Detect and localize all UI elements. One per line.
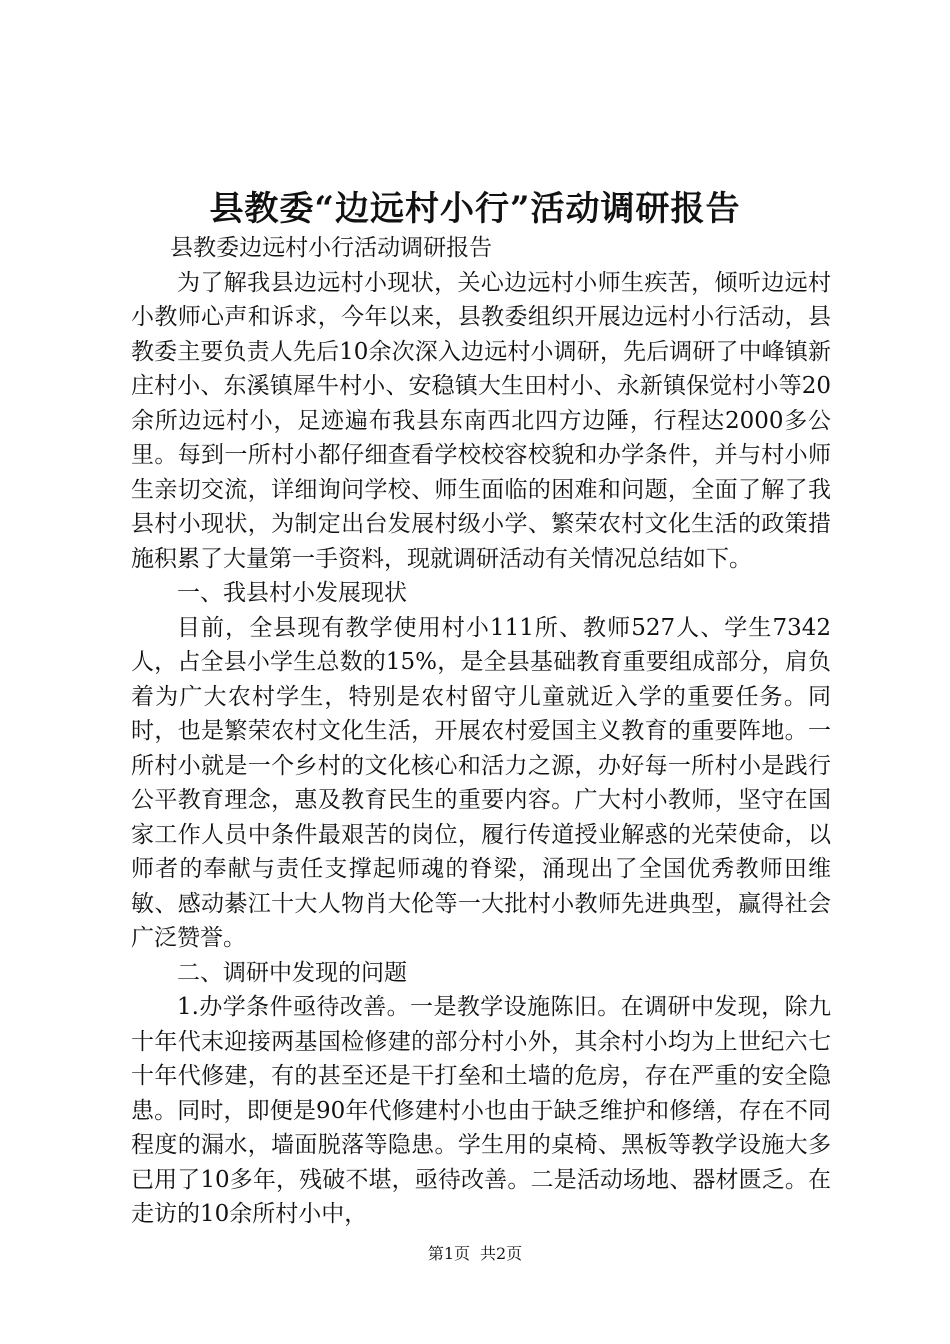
section-heading-1: 一、我县村小发展现状 [177,580,407,606]
paragraph-intro: 为了解我县边远村小现状，关心边远村小师生疾苦，倾听边远村小教师心声和诉求，今年以来，县教委组织开展边远村小行活动，县教委主要负责人先后10余次深入边远村小调研，先后调研了中峰镇新庄村小、东溪镇犀牛村小、安稳镇大生田村小、永新镇保觉村小等20余所边远村小，足迹遍布我县东南西北四方边陲，行程达2000多公里。每到一所村小都仔细查看学校校容校貌和办学条件，并与村小师生亲切交流，详细询问学校、师生面临的困难和问题，全面了解了我县村小现状，为制定出台发展村级小学、繁荣农村文化生活的政策措施积累了大量第一手资料，现就调研活动有关情况总结如下。 [131,269,831,572]
page-footer [0,1243,950,1265]
paragraph-status: 目前，全县现有教学使用村小111所、教师527人、学生7342人，占全县小学生总数的15%，是全县基础教育重要组成部分，肩负着为广大农村学生，特别是农村留守儿童就近入学的重要任务。同时，也是繁荣农村文化生活，开展农村爱国主义教育的重要阵地。一所村小就是一个乡村的文化核心和活力之源，办好每一所村小是践行公平教育理念，惠及教育民生的重要内容。广大村小教师，坚守在国家工作人员中条件最艰苦的岗位，履行传道授业解惑的光荣使命，以师者的奉献与责任支撑起师魂的脊梁，涌现出了全国优秀教师田维敏、感动綦江十大人物肖大伦等一大批村小教师先进典型，赢得社会广泛赞誉。 [131,614,831,951]
page-number-current: 第1页 [427,1244,470,1263]
paragraph-problems: 1.办学条件亟待改善。一是教学设施陈旧。在调研中发现，除九十年代末迎接两基国检修建的部分村小外，其余村小均为上世纪六七十年代修建，有的甚至还是干打垒和土墙的危房，存在严重的安全隐患。同时，即便是90年代修建村小也由于缺乏维护和修缮，存在不同程度的漏水，墙面脱落等隐患。学生用的桌椅、黑板等教学设施大多已用了10多年，残破不堪，亟待改善。二是活动场地、器材匮乏。在走访的10余所村小中， [131,994,831,1227]
section-heading-2: 二、调研中发现的问题 [177,959,407,986]
document-subtitle: 县教委边远村小行活动调研报告 [170,235,493,261]
document-title: 县教委“边远村小行”活动调研报告 [209,189,741,229]
page-number-total: 共2页 [480,1244,523,1263]
document-body [131,231,831,1232]
